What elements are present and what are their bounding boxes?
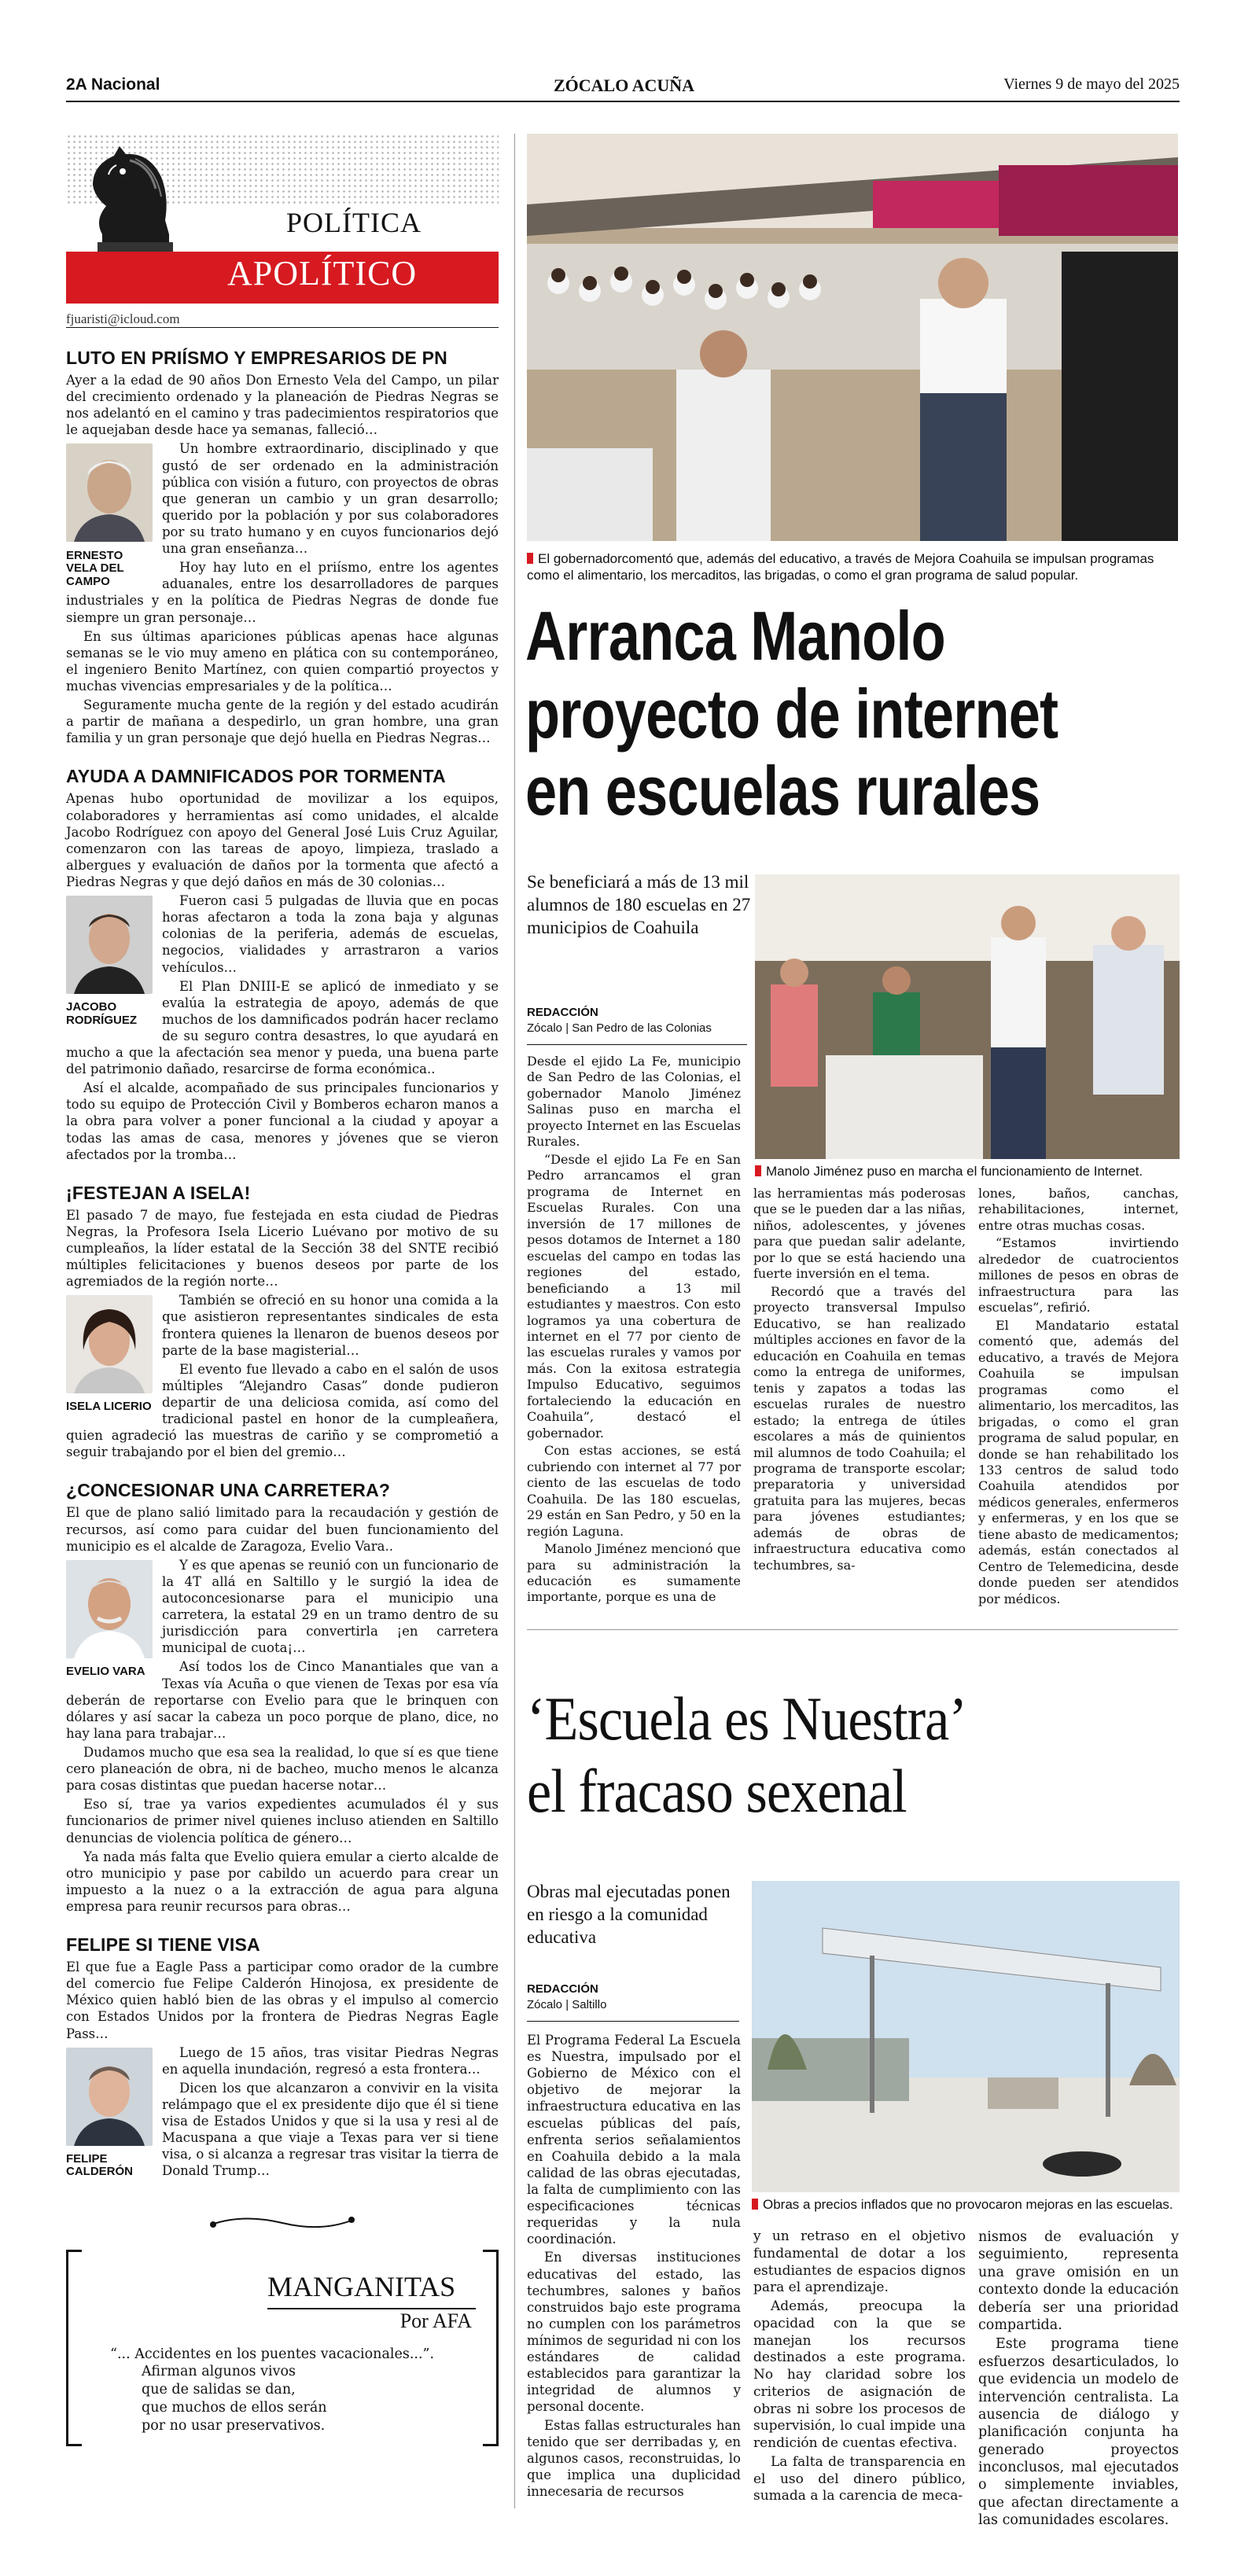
paragraph: Seguramente mucha gente de la región y del estado acudirán a partir de mañana a despedirlo, un gran hombre, una gran familia y un gran personaje que dejó huella en Piedras Negras… [66,697,499,746]
article-body-column [753,2228,966,2507]
paragraph: nismos de evaluación y seguimiento, representa una grave omisión en un contexto donde la educación debería ser una prioridad compartida. [978,2229,1179,2333]
section-title: AYUDA A DAMNIFICADOS POR TORMENTA [66,766,446,787]
headline-line: ‘Escuela es Nuestra’ [527,1684,966,1753]
caption-marker [755,1165,761,1176]
header-rule [66,101,1180,102]
article-body-column [527,2032,741,2501]
logo-title-bottom: APOLÍTICO [227,254,418,293]
column-section [66,348,499,749]
article-photo-internet [755,874,1180,1159]
portrait [66,443,153,588]
portrait-photo [66,896,153,994]
caption-marker [527,553,533,564]
verse-line: por no usar preservativos. [142,2417,326,2434]
headline-line: en escuelas rurales [525,752,1040,830]
bracket-right [483,2250,499,2446]
article-headline [525,598,1067,830]
portrait-photo [66,2048,153,2146]
paragraph: El evento fue llevado a cabo en el salón de usos múltiples “Alejandro Casas” donde pudieron departir de una deliciosa comida, así como del tradicional pastel en honor de la cumpleañera, quien agradeció las muestras de cariño y se comprometió a seguir trabajando por el bien del gremio… [66,1361,499,1460]
section-title: FELIPE SI TIENE VISA [66,1934,260,1956]
photo-caption [527,550,1178,584]
caption-marker [752,2199,758,2210]
portrait-caption: JACOBO RODRÍGUEZ [66,1000,137,1027]
paragraph: El Programa Federal La Escuela es Nuestra, impulsado por el Gobierno de México con el objetivo de mejorar la infraestructura educativa en las escuelas públicas del país, enfrenta serios señalamientos en Coahuila debido a la mala calidad de las obras ejecutadas, la falta de cumplimiento con las especificaciones técnicas requeridas y la nula coordinación. [527,2033,741,2247]
paragraph: La falta de transparencia en el uso del dinero público, sumada a la carencia de meca- [753,2453,966,2504]
caption-text: Obras a precios inflados que no provocaron mejoras en las escuelas. [763,2197,1173,2212]
column-divider [514,134,515,2508]
paragraph: Y es que apenas se reunió con un funcionario de la 4T allá en Saltillo y le surgió la idea de autoconcesionarse para el municipio una carretera, la estatal 29 en un tramo dentro de su jurisdicción para convertirla ¡en carretera municipal de cuota¡… [162,1557,499,1656]
byline-rule [527,1044,747,1045]
paragraph: Ya nada más falta que Evelio quiera emular a cierto alcalde de otro municipio y pase por cabildo un acuerdo para crear un impuesto a la nuez o a la extracción de agua para alguna empresa para reunir recursos para obras… [66,1849,499,1914]
manganitas-title: MANGANITAS [267,2270,456,2302]
paragraph: Además, preocupa la opacidad con la que se manejan los recursos destinados a este programa. No hay claridad sobre los criterios de asignación de obras ni sobre los procesos de supervisión, lo cual impide una rendición de cuentas efectiva. [753,2298,966,2451]
byline-org: REDACCIÓN [527,1982,598,1996]
column-section [66,1934,499,2181]
section-title: ¡FESTEJAN A ISELA! [66,1182,251,1203]
verse-line: que de salidas se dan, [142,2382,296,2398]
paragraph: Un hombre extraordinario, disciplinado y que gustó de ser ordenado en la administración pública con visión a futuro, con proyectos de obras que generan un cambio y un gran desarrollo; querido por la población y por sus colaboradores por su trato humano y en cuyos funcionarios dejó una gran enseñanza… [162,441,499,557]
caption-text: El gobernadorcomentó que, además del educativo, a través de Mejora Coahuila se impulsan programas como el alimentario, los mercaditos, las brigadas, o como el gran programa de salud popular. [527,551,1154,583]
paragraph: Eso sí, trae ya varios expedientes acumulados él y sus funcionarios de primer nivel quienes incluso atienden en Saltillo denuncias de violencia política de género… [66,1797,499,1846]
portrait [66,896,153,1027]
photo-caption [755,1164,1180,1179]
opinion-column [66,134,499,2446]
paragraph: Ayer a la edad de 90 años Don Ernesto Vela del Campo, un pilar del crecimiento ordenado y la planeación de Piedras Negras se nos adelantó en el camino y tras padecimientos respiratorios que le aquejaban desde hace ya semanas, falleció… [66,373,499,438]
newspaper-name: ZÓCALO ACUÑA [553,75,695,95]
paragraph: Apenas hubo oportunidad de movilizar a los equipos, colaboradores y herramientas así como unidades, el alcalde Jacobo Rodríguez con apoyo del General José Luis Cruz Aguilar, comenzaron con las tareas de apoyo, limpieza, traslado a albergues y evaluación de daños por la tormenta que afectó a Piedras Negras y que dejó daños en más de 30 colonias… [66,791,499,889]
paragraph: Dicen los que alcanzaron a convivir en la visita relámpago que el ex presidente dijo que él si tiene visa de Estados Unidos y que si la usa y resi al de Macuspana a que viaje a Texas para ver si tiene visa, o si alcanza a regresar tras visitar la tierra de Donald Trump… [162,2080,499,2179]
headline-line: proyecto de internet [525,674,1058,753]
verse-line: “... Accidentes en los puentes vacacionales...”. [110,2346,435,2362]
portrait-photo [66,1295,153,1393]
article-divider [527,1629,1178,1630]
verse-line: Afirman algunos vivos [142,2364,296,2380]
byline-rule [527,2021,739,2022]
paragraph: Así todos los de Cinco Manantiales que van a Texas vía Acuña o que vienen de Texas por esa vía deberán de reportarse con Evelio para que le brinquen con dólares y así sacar la cabeza un poco porque de plano, dice, no hay lana para trabajar… [66,1659,499,1741]
portrait-caption: FELIPE CALDERÓN [66,2151,133,2179]
bracket-left [66,2250,82,2446]
portrait-caption: EVELIO VARA [66,1664,145,1678]
column-logo [66,134,499,330]
paragraph: Recordó que a través del proyecto transversal Impulso Educativo, se han realizado múltiples acciones en favor de la educación en Coahuila en temas como la entrega de uniformes, tenis y zapatos a todas las escuelas rurales de nuestro estado; la entrega de útiles escolares a más de quinientos mil alumnos de todo Coahuila; el programa de transporte escolar; preparatoria y universidad gratuita para las mujeres, becas para jóvenes estudiantes; además de obras de infraestructura educativa como techumbres, sa- [753,1283,966,1573]
paragraph: Dudamos mucho que esa sea la realidad, lo que sí es que tiene cero planeación de obra, ni de bacheo, mucho menos le alcanza para cosas distintas que puedan hacerse notar… [66,1744,499,1794]
portrait [66,2048,153,2179]
paragraph: El que fue a Eagle Pass a participar como orador de la cumbre del comercio fue Felipe Calderón Hinojosa, ex presidente de México quien habló bien de las obras y el impulso al comercio con Estados Unidos por la frontera de Piedras Negras Eagle Pass… [66,1960,499,2041]
columnist-email: fjuaristi@icloud.com [66,311,180,326]
paragraph: En sus últimas apariciones públicas apenas hace algunas semanas se le vio muy ameno en plática con su contemporáneo, el ingeniero Benito Martínez, con quien compartió proyectos y muchas vivencias empresariales y de la política… [66,628,499,694]
section-title: ¿CONCESIONAR UNA CARRETERA? [66,1480,391,1501]
headline-line: el fracaso sexenal [527,1757,907,1826]
paragraph: Así el alcalde, acompañado de sus principales funcionarios y todo su equipo de Protección Civil y Bomberos echaron manos a la obra para volver a poner funcional a la ciudad y apoyar a todas las amas de casa, menores y jóvenes que se vieron afectados por la tromba… [66,1080,499,1162]
paragraph: Este programa tiene esfuerzos desarticulados, lo que evidencia un modelo de intervención centralista. La ausencia de diálogo y planificación conjunta ha generado proyectos inconclusos, mal ejecutados o simplemente inviables, que afectan directamente a las comunidades escolares. [978,2336,1179,2529]
headline-line: Arranca Manolo [525,597,945,675]
portrait-photo [66,1560,153,1658]
photo-caption [752,2197,1180,2213]
article-headline [527,1683,1121,1827]
paragraph: “Estamos invirtiendo alrededor de cuatrocientos millones de pesos en obras de infraestructura para las escuelas”, refirió. [978,1235,1179,1316]
paragraph: Fueron casi 5 pulgadas de lluvia que en pocas horas afectaron a toda la zona baja y algunas colonias de la periferia, además de escuelas, negocios, vialidades y arrastraron a varios vehículos… [162,893,499,975]
paragraph: Luego de 15 años, tras visitar Piedras Negras en aquella inundación, regresó a esta frontera… [162,2044,499,2077]
manganitas-box [66,2250,499,2446]
paragraph: El Plan DNIII-E se aplicó de inmediato y se evalúa la estrategia de apoyo, además de que muchos de los damnificados podrán hacer reclamo de su seguro contra desastres, lo que ayudará en mucho a que la afectación sea menor y pueda, una buena parte del patrimonio dañado, resarcirse de forma económica.. [66,978,499,1077]
paragraph: lones, baños, canchas, rehabilitaciones, internet, entre otras muchas cosas. [978,1186,1179,1233]
article-body-column [527,1054,741,1607]
caption-text: Manolo Jiménez puso en marcha el funcionamiento de Internet. [766,1164,1143,1179]
article-body-column [753,1186,966,1575]
column-section [66,1183,499,1463]
portrait-caption: ERNESTO VELA DEL CAMPO [66,548,124,588]
byline-location: Zócalo | San Pedro de las Colonias [527,1021,712,1035]
manganitas-byline: Por AFA [399,2309,472,2332]
logo-title-top: POLÍTICA [286,207,422,238]
article-body-column [978,1186,1179,1609]
article-body-column [978,2228,1179,2531]
article-byline [527,1982,739,2012]
section-title: LUTO EN PRIÍSMO Y EMPRESARIOS DE PN [66,348,447,368]
paragraph: “Desde el ejido La Fe en San Pedro arrancamos el gran programa de Internet en Escuelas Rurales. Con una inversión de 17 millones de pesos dotamos de Internet a 180 escuelas del campo en todas las regiones del estado, beneficiando a 13 mil estudiantes y maestros. Con esto logramos ya una cobertura de internet en el 77 por ciento de las escuelas rurales y vamos por más. Con la exitosa estrategia Impulso Educativo, seguimos fortaleciendo la educación en Coahuila”, destacó el gobernador. [527,1151,741,1441]
paragraph: El Mandatario estatal comentó que, además del educativo, a través de Mejora Coahuila se impulsan programas como el alimentario, los mercaditos, las brigadas, o como el gran programa de salud popular, en donde se han rehabilitado los 133 centros de salud todo Coahuila atendidos por médicos generales, enfermeros y enfermeras, y en los que se tiene abasto de medicamentos; además, están conectados al Centro de Telemedicina, desde donde pueden ser atendidos por médicos. [978,1317,1179,1606]
paragraph: También se ofreció en su honor una comida a la que asistieron representantes sindicales de esta frontera quienes la llenaron de buenos deseos por parte de la base magisterial… [162,1293,499,1358]
logo-rule [66,327,499,328]
article-subhead: Obras mal ejecutadas ponen en riesgo a la comunidad educativa [527,1882,731,1947]
portrait-photo [66,443,153,542]
portrait-caption: ISELA LICERIO [66,1400,152,1414]
article-subhead: Se beneficiará a más de 13 mil alumnos de 180 escuelas en 27 municipios de Coahuila [527,872,751,937]
portrait [66,1295,153,1414]
manganitas-verse [110,2346,434,2435]
paragraph: Desde el ejido La Fe, municipio de San Pedro de las Colonias, el gobernador Manolo Jiménez Salinas puso en marcha el proyecto Internet en las Escuelas Rurales. [527,1054,741,1150]
paragraph: Estas fallas estructurales han tenido que ser derribadas y, en algunos casos, reconstruidas, lo que implica una duplicidad innecesaria de recursos [527,2417,741,2499]
paragraph: las herramientas más poderosas que se le pueden dar a las niñas, niños, adolescentes, y jóvenes para que puedan salir adelante, por lo que se está haciendo una fuerte inversión en el tema. [753,1186,966,1282]
article-photo-governor [527,134,1178,541]
paragraph: Con estas acciones, se está cubriendo con internet al 77 por ciento de las escuelas de todo Coahuila. De las 180 escuelas, 29 están en San Pedro, y 50 en la región Laguna. [527,1443,741,1539]
paragraph: Manolo Jiménez mencionó que para su administración la educación es sumamente importante, porque es una de [527,1541,741,1605]
column-section [66,1480,499,1917]
section-label: 2A Nacional [66,75,160,94]
paragraph: Hoy hay luto en el priísmo, entre los agentes aduanales, entre los desarrolladores de parques industriales y en la política de Piedras Negras de donde fue siempre un gran personaje… [66,560,499,625]
byline-org: REDACCIÓN [527,1006,598,1019]
byline-location: Zócalo | Saltillo [527,1997,607,2011]
issue-date: Viernes 9 de mayo del 2025 [1003,75,1180,93]
ornament-divider [204,2210,361,2234]
paragraph: El que de plano salió limitado para la recaudación y gestión de recursos, así como para cuidar del buen funcionamiento del municipio es el alcalde de Zaragoza, Evelio Vara.. [66,1505,499,1554]
column-section [66,766,499,1165]
article-photo-school [752,1881,1180,2192]
chess-knight-icon [71,142,189,259]
paragraph: El pasado 7 de mayo, fue festejada en esta ciudad de Piedras Negras, la Profesora Isela Licerio Luévano por motivo de su cumpleaños, la líder estatal de la Sección 38 del SNTE recibió múltiples felicitaciones y buenos deseos por parte de los agremiados de la región norte… [66,1207,499,1290]
paragraph: y un retraso en el objetivo fundamental de dotar a los estudiantes de espacios dignos para el aprendizaje. [753,2228,966,2296]
portrait [66,1560,153,1679]
paragraph: En diversas instituciones educativas del estado, las techumbres, salones y baños construidos bajo este programa no cumplen con los parámetros mínimos de seguridad ni con los estándares de calidad establecidos para garantizar la integridad de alumnos y personal docente. [527,2250,741,2415]
verse-line: que muchos de ellos serán [142,2399,327,2416]
article-byline [527,1005,747,1036]
